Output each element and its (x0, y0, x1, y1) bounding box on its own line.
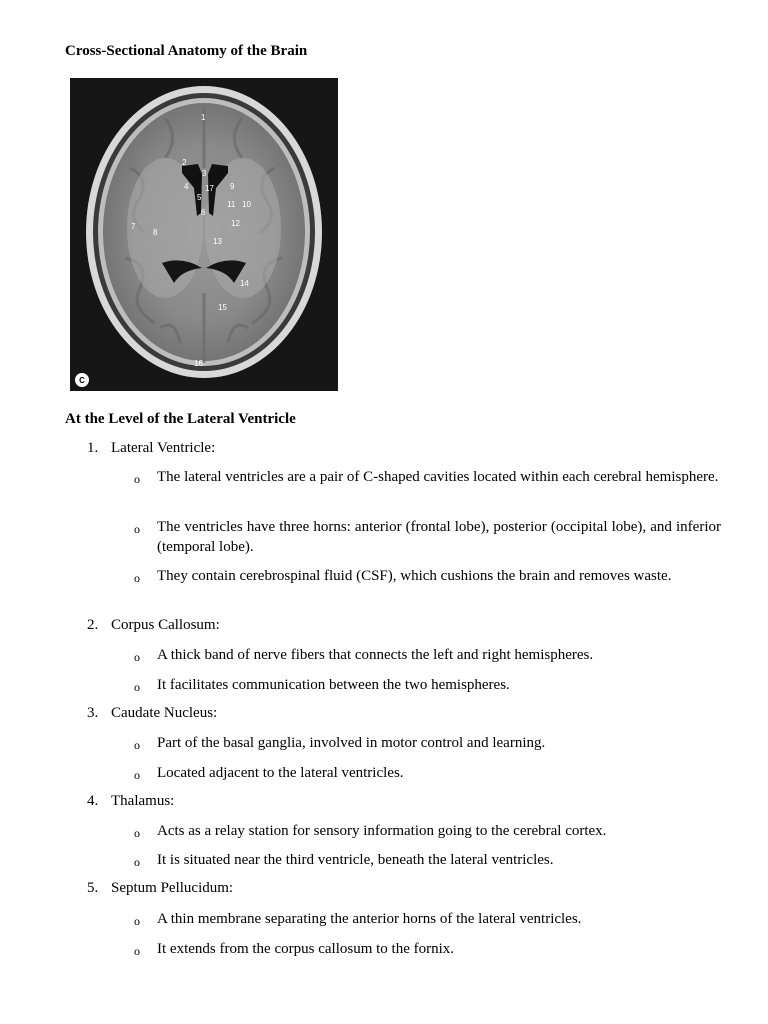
section-heading: At the Level of the Lateral Ventricle (65, 411, 296, 427)
list-item-heading (87, 617, 220, 634)
item-number: 2. (87, 617, 99, 633)
item-number: 3. (87, 705, 99, 721)
bullet-text: Located adjacent to the lateral ventricles. (157, 765, 404, 781)
bullet-text: It is situated near the third ventricle, beneath the lateral ventricles. (157, 852, 554, 868)
figure-label: 15 (218, 303, 227, 312)
list-item-heading (87, 440, 215, 457)
bullet-text: It extends from the corpus callosum to the fornix. (157, 941, 455, 957)
brain-mri-figure (70, 78, 338, 391)
bullet-text: Part of the basal ganglia, involved in motor control and learning. (157, 735, 546, 751)
bullet-text: It facilitates communication between the two hemispheres. (157, 677, 510, 693)
figure-label: 14 (240, 279, 249, 288)
figure-label: 7 (131, 222, 136, 231)
figure-label: 2 (182, 158, 187, 167)
list-item-heading (87, 880, 233, 897)
bullet-marker: o (134, 522, 140, 536)
bullet-marker: o (134, 472, 140, 486)
brain-mri-image (70, 78, 338, 391)
item-number: 4. (87, 793, 99, 809)
bullet-marker: o (134, 944, 140, 958)
figure-label: 10 (242, 200, 251, 209)
bullet-marker: o (134, 738, 140, 752)
bullet-text: Acts as a relay station for sensory information going to the cerebral cortex. (157, 823, 607, 839)
item-number: 1. (87, 440, 99, 456)
item-title: Thalamus: (111, 793, 175, 809)
figure-label: 8 (153, 228, 158, 237)
figure-label: 17 (205, 184, 214, 193)
bullet-marker: o (134, 650, 140, 664)
bullet-text: A thick band of nerve fibers that connects the left and right hemispheres. (157, 647, 594, 663)
figure-label: 13 (213, 237, 222, 246)
figure-label: 4 (184, 182, 189, 191)
item-title: Septum Pellucidum: (111, 880, 234, 896)
bullet-marker: o (134, 914, 140, 928)
item-number: 5. (87, 880, 99, 896)
bullet-marker: o (134, 768, 140, 782)
bullet-marker: o (134, 571, 140, 585)
page-title: Cross-Sectional Anatomy of the Brain (65, 43, 308, 59)
bullet-text: They contain cerebrospinal fluid (CSF), which cushions the brain and removes waste. (157, 568, 672, 584)
bullet-marker: o (134, 680, 140, 694)
figure-label: 5 (197, 193, 202, 202)
figure-label: 6 (201, 208, 206, 217)
figure-label: 9 (230, 182, 235, 191)
figure-label: 12 (231, 219, 240, 228)
bullet-marker: o (134, 826, 140, 840)
list-item-heading (87, 705, 217, 722)
figure-label: 1 (201, 113, 206, 122)
item-title: Caudate Nucleus: (111, 705, 218, 721)
figure-label: 11 (227, 200, 236, 209)
list-item-heading (87, 793, 174, 810)
bullet-text: The lateral ventricles are a pair of C-shaped cavities located within each cerebral hemisphere. (157, 469, 719, 485)
item-title: Corpus Callosum: (111, 617, 220, 633)
figure-label: 3 (202, 169, 207, 178)
bullet-marker: o (134, 855, 140, 869)
item-title: Lateral Ventricle: (111, 440, 216, 456)
bullet-text: The ventricles have three horns: anterior (frontal lobe), posterior (occipital lobe), and inferior (temporal lobe). (157, 519, 721, 555)
bullet-text: A thin membrane separating the anterior horns of the lateral ventricles. (157, 911, 582, 927)
panel-letter: C (79, 376, 85, 385)
figure-label: 16 (194, 359, 203, 368)
